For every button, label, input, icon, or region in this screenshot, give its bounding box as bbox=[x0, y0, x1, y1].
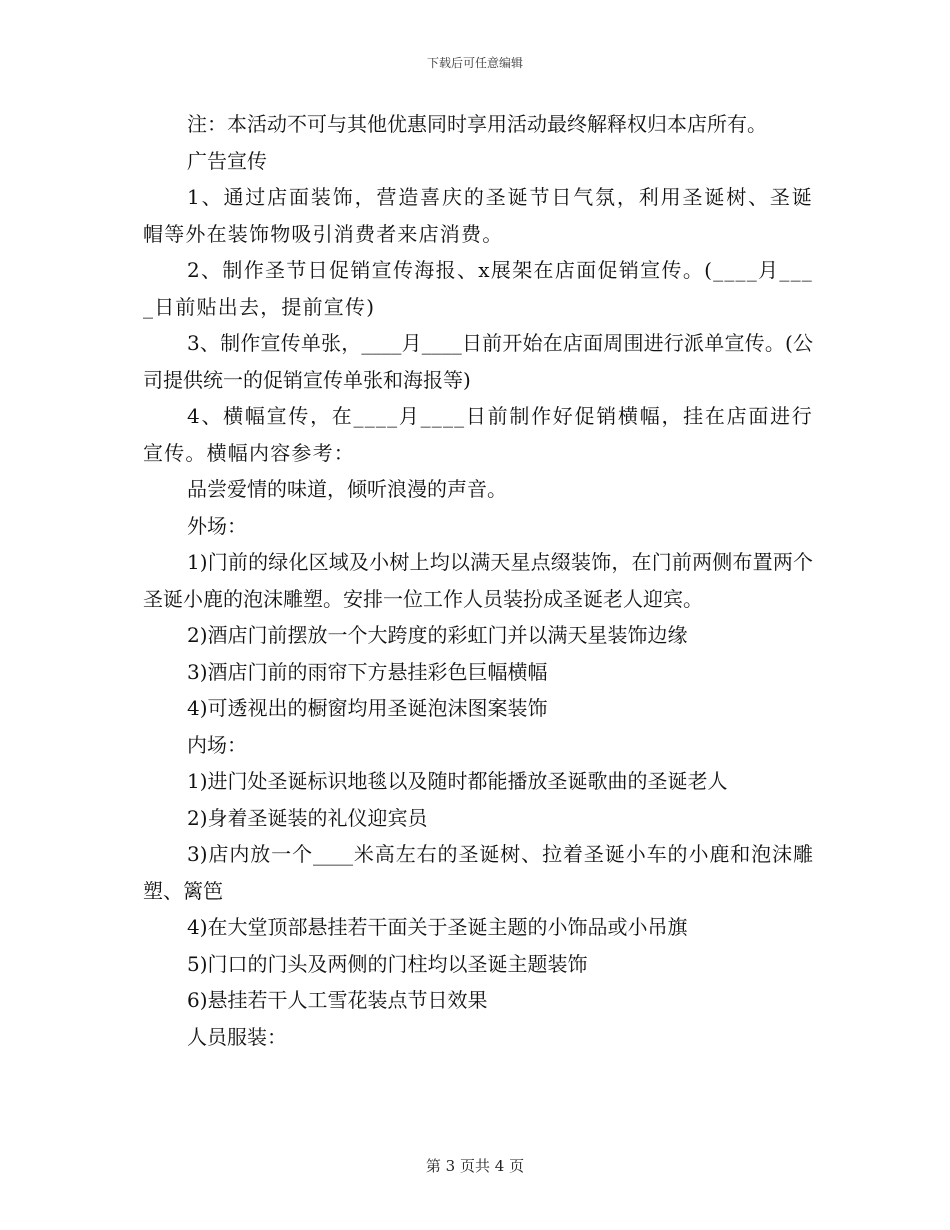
paragraph-disclaimer: 注：本活动不可与其他优惠同时享用活动最终解释权归本店所有。 bbox=[187, 112, 767, 136]
paragraph-exterior-item-2: 2)酒店门前摆放一个大跨度的彩虹门并以满天星装饰边缘 bbox=[187, 623, 688, 647]
section-heading-exterior: 外场： bbox=[187, 513, 247, 538]
paragraph-ad-item-3: 3、制作宣传单张，____月____日前开始在店面周围进行派单宣传。(公司提供统一的促销宣传单张和海报等) bbox=[143, 331, 813, 392]
paragraph-exterior-item-3: 3)酒店门前的雨帘下方悬挂彩色巨幅横幅 bbox=[187, 659, 548, 684]
paragraph-ad-item-4: 4、横幅宣传，在____月____日前制作好促销横幅，挂在店面进行宣传。横幅内容参考： bbox=[143, 404, 813, 465]
paragraph-interior-item-4: 4)在大堂顶部悬挂若干面关于圣诞主题的小饰品或小吊旗 bbox=[187, 915, 688, 939]
paragraph-ad-item-2: 2、制作圣节日促销宣传海报、x展架在店面促销宣传。(____月____日前贴出去，提前宣传) bbox=[143, 258, 813, 319]
section-heading-interior: 内场： bbox=[187, 732, 247, 757]
page-number: 第 3 页共 4 页 bbox=[425, 1157, 525, 1175]
paragraph-ad-item-1: 1、通过店面装饰，营造喜庆的圣诞节日气氛，利用圣诞树、圣诞帽等外在装饰物吸引消费者来店消费。 bbox=[143, 185, 813, 246]
header-note: 下载后可任意编辑 bbox=[426, 56, 523, 70]
paragraph-banner-slogan: 品尝爱情的味道，倾听浪漫的声音。 bbox=[187, 477, 507, 501]
document-body bbox=[143, 106, 813, 1055]
paragraph-exterior-item-1: 1)门前的绿化区域及小树上均以满天星点缀装饰，在门前两侧布置两个圣诞小鹿的泡沫雕塑。安排一位工作人员装扮成圣诞老人迎宾。 bbox=[143, 550, 813, 611]
paragraph-interior-item-3: 3)店内放一个____米高左右的圣诞树、拉着圣诞小车的小鹿和泡沫雕塑、篱笆 bbox=[143, 842, 813, 903]
paragraph-interior-item-2: 2)身着圣诞装的礼仪迎宾员 bbox=[187, 805, 428, 830]
paragraph-exterior-item-4: 4)可透视出的橱窗均用圣诞泡沫图案装饰 bbox=[187, 696, 548, 720]
paragraph-interior-item-6: 6)悬挂若干人工雪花装点节日效果 bbox=[187, 988, 488, 1012]
paragraph-interior-item-5: 5)门口的门头及两侧的门柱均以圣诞主题装饰 bbox=[187, 951, 588, 976]
paragraph-interior-item-1: 1)进门处圣诞标识地毯以及随时都能播放圣诞歌曲的圣诞老人 bbox=[187, 769, 728, 793]
section-heading-staff-costume: 人员服装： bbox=[187, 1024, 287, 1049]
section-heading-advertising: 广告宣传 bbox=[187, 148, 267, 173]
